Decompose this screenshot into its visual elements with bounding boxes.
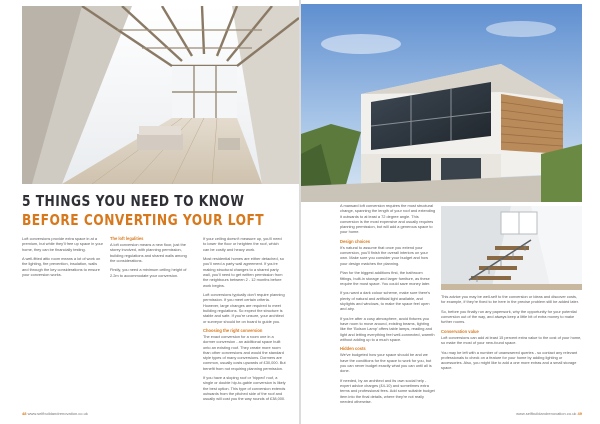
body-paragraph: If your ceiling doesn't measure up, you'll need to lower the floor or heighten the roof, which can be costly and heavy work. xyxy=(203,236,282,252)
page-number-right: 49 xyxy=(577,411,582,416)
body-paragraph: Plan for the biggest additions first, the bathroom fittings, built-in storage and larger furniture, as these require the most space. You could save money later. xyxy=(340,270,431,286)
body-paragraph: It's natural to assume that once you extend your conversion, you'll finish the overall interiors on your own. Make sure you consider your budget and how your design matches the planning. xyxy=(340,244,429,266)
body-column-5 xyxy=(441,294,582,409)
subheading: Design choices xyxy=(340,238,371,244)
subheading: The loft legalities xyxy=(110,236,144,241)
subheading: Conservation value xyxy=(441,328,479,334)
body-column-1 xyxy=(22,236,104,406)
loft-interior-photo xyxy=(22,6,299,184)
body-paragraph: The exact conversion for a room one in a dormer conversion - an additional space built onto an existing roof. They create more room than other conversions and would the standard style types of many conversions. Dormers are common, usually costs upwards of £30,000. But benefit from not requiring planning permission. xyxy=(203,333,286,371)
body-paragraph: If you're after a cosy atmosphere, avoid fixtures you have room to move around, existing beams, lighting like the 'Bolson Lamp' offers table lamps, reading and light and letting everything feel well-connected, warmth without adding up to a much space. xyxy=(340,315,435,342)
body-column-2 xyxy=(110,236,192,406)
headline-line-2: BEFORE CONVERTING YOUR LOFT xyxy=(22,211,265,229)
website-left[interactable]: www.selfbuildandrenovation.co.uk xyxy=(27,411,88,416)
page-number-left: 48 xyxy=(22,411,27,416)
body-paragraph: If you want a dark colour scheme, make sure there's plenty of natural and artificial light available, and skylights and windows, to make the space feel open and airy. xyxy=(340,290,431,312)
body-paragraph: This advice you may be well-self to the conversion or ideas and discover costs, for example, if they're fixed to be here in the precise problem still be added later. xyxy=(441,294,579,305)
body-paragraph: We've budgeted how your space should be and we have the conditions for the space to work for you, but you can never budget exactly what you can until all is done. xyxy=(340,352,432,374)
body-paragraph: You may be left with a number of unanswered queries - so contact any relevant professionals to check on a feature for your home by adding lighting or accessories. Also, you might like to add a one more extras and a small storage space. xyxy=(441,349,578,371)
body-paragraph: Loft conversions typically don't require planning permission. If you meet certain criteria. However, large changes are required to meet building regulations. So expect the structure is stable and safe. If you're unsure, your architect or surveyor should be on board to guide you. xyxy=(203,292,285,324)
staircase-photo xyxy=(441,206,582,290)
body-paragraph: So, before you finally run any paperwork, why the opportunity for your potential conversion out of the way, and always keep a little bit of extra money to make further rooms. xyxy=(441,308,577,325)
body-paragraph: If you have a sloping roof or 'hipped' roof, a single or double hip-to-gable conversion is likely the best option. This type of conversion extends outwards from the pitched side of the roof and usually will cost you the way rounds of £38,000. xyxy=(203,375,286,402)
body-paragraph: A mansard loft conversion requires the most structural change, spanning the length of your roof and extending it outwards to at least a 72 degree angle. This conversion is the most expensive and usually requires planning permission, but will add a generous space to your home. xyxy=(340,203,436,235)
subheading: Choosing the right conversion xyxy=(203,328,263,334)
body-paragraph: Loft conversions can add at least 15 percent extra value to the cost of your home, so make the most of your new-found space. xyxy=(441,334,582,346)
body-paragraph: If needed, by an architect and its own social help - expert advice charges (£4-10) and sometimes extra terms and professional fees. Add some suitable budget item into the final details, where they're not really needed otherwise. xyxy=(340,377,435,404)
body-column-3 xyxy=(203,236,286,414)
modern-house-photo xyxy=(301,4,582,202)
website-right[interactable]: www.selfbuildandrenovation.co.uk xyxy=(516,411,577,416)
body-paragraph: A well-fitted attic room means a lot of work on the lighting, fire prevention, insulation, walls and through the key considerations to ensure your conversion works. xyxy=(22,256,101,277)
body-paragraph: Firstly, you need a minimum ceiling height of 2.2m to accommodate your conversion. xyxy=(110,267,187,278)
headline-line-1: 5 THINGS YOU NEED TO KNOW xyxy=(22,192,245,210)
body-paragraph: A loft conversion means a new floor, just the storey involved, with planning permission, building regulations and shared walls among the considerations. xyxy=(110,241,187,263)
body-column-4 xyxy=(340,203,436,411)
article-headline xyxy=(22,192,298,230)
folio-left xyxy=(22,411,88,417)
folio-right xyxy=(516,411,582,417)
body-paragraph: Most residential homes are either detached, so you'll need a party wall agreement. If you're making structural changes to a shared party wall, you'll need to get written permission from the neighbours between 2 - 12 months before work begins. xyxy=(203,256,284,288)
body-paragraph: Loft conversions provide extra space in at a premium, but while they'll free up space in your home, they can be financially testing. xyxy=(22,236,103,252)
subheading: Hidden costs xyxy=(340,346,366,352)
